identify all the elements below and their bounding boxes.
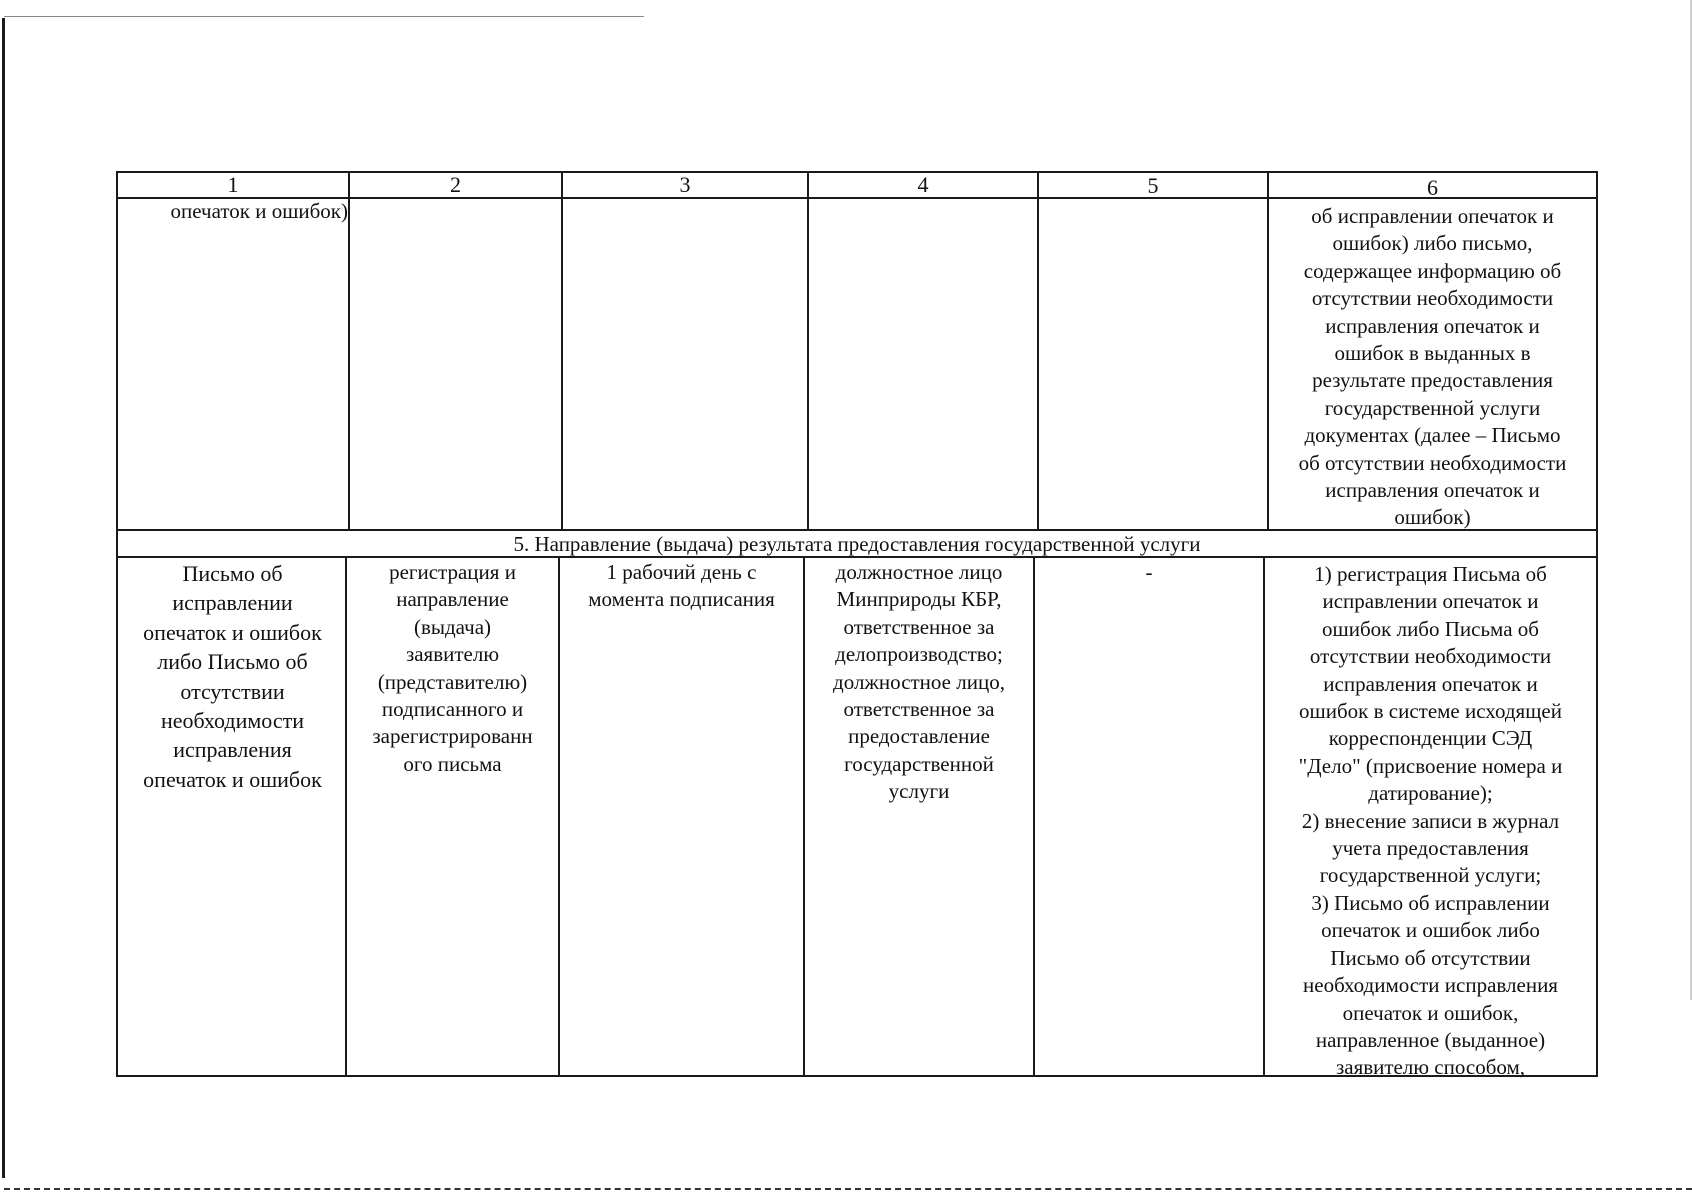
row-col5-value: - (1145, 560, 1153, 584)
column-divider-4-5 (1037, 171, 1039, 529)
continued-row-col6: об исправлении опечаток и ошибок) либо письмо, содержащее информацию об отсутствии необходимости исправления опечаток и ошибок в выданных в результате предоставления государственной услуги документах (далее – Письмо об отсутствии необходимости исправления опечаток и ошибок) (1298, 204, 1567, 530)
column-divider-4-5-lower (1033, 556, 1035, 1077)
section-title: 5. Направление (выдача) результата предоставления государственной услуги (513, 532, 1201, 556)
column-header-2: 2 (450, 172, 461, 197)
row-col1-document: Письмо об исправлении опечаток и ошибок либо Письмо об отсутствии необходимости исправления опечаток и ошибок (143, 561, 322, 792)
row-col2-procedure: регистрация и направление (выдача) заявителю (представителю) подписанного и зарегистрированн ого письма (372, 560, 533, 776)
scan-edge-bottom (4, 1188, 1692, 1190)
column-divider-2-3 (561, 171, 563, 529)
column-header-1: 1 (227, 172, 239, 197)
column-header-4: 4 (917, 172, 929, 197)
column-divider-3-4 (807, 171, 809, 529)
column-header-5: 5 (1147, 173, 1159, 198)
scan-edge-top (4, 16, 644, 17)
row-col6-result: 1) регистрация Письма об исправлении опечаток и ошибок либо Письма об отсутствии необходимости исправления опечаток и ошибок в системе исходящей корреспонденции СЭД "Дело" (присвоение номера и датирование); 2) внесение записи в журнал учета предоставления государственной услуги; 3) Письмо об исправлении опечаток и ошибок либо Письмо об отсутствии необходимости исправления опечаток и ошибок, направленное (выданное) заявителю способом, (1298, 562, 1563, 1080)
continued-row-col1: опечаток и ошибок) (170, 199, 348, 223)
column-divider-2-3-lower (558, 556, 560, 1077)
scan-edge-left (2, 18, 5, 1178)
row-col4-responsible: должностное лицо Минприроды КБР, ответственное за делопроизводство; должностное лицо, ответственное за предоставление государственной услуги (833, 560, 1005, 804)
row-col3-term: 1 рабочий день с момента подписания (588, 560, 775, 612)
column-header-6: 6 (1427, 175, 1438, 200)
column-header-3: 3 (679, 172, 691, 197)
column-divider-1-2 (348, 171, 350, 529)
